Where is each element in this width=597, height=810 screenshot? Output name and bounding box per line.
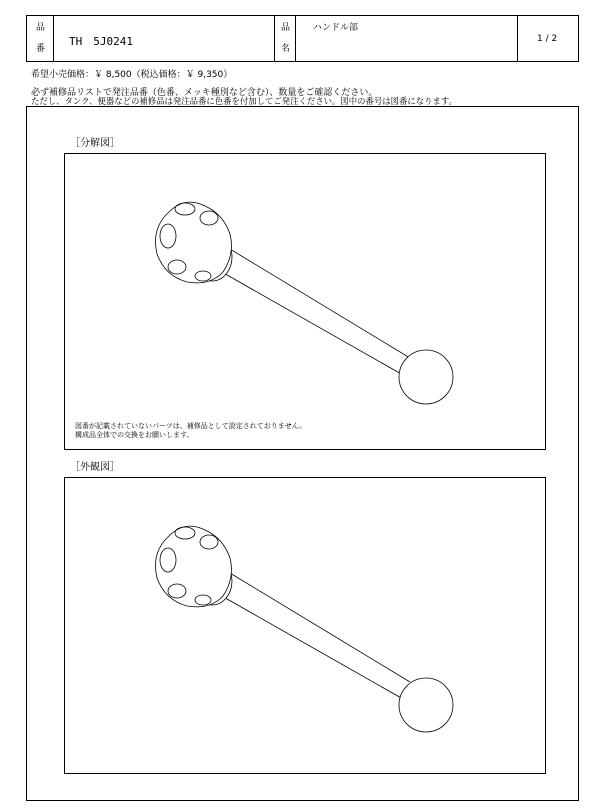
divider [517, 16, 518, 61]
exterior-view-title: ［外観図］ [70, 462, 120, 473]
exterior-view-panel [64, 477, 546, 774]
divider [274, 16, 275, 61]
part-number: TH 5J0241 [69, 35, 133, 48]
note-text: 図番が記載されていないパーツは、補修品として設定されておりません。 [75, 422, 307, 430]
divider [295, 16, 296, 61]
handle-drawing [65, 154, 547, 451]
part-no-label: 番 [36, 44, 46, 54]
note-text: 構成品全体での交換をお願いします。 [75, 431, 194, 439]
product-name-label: 品 [281, 23, 291, 33]
divider [53, 16, 54, 61]
notice-text: ただし、タンク、便器などの補修品は発注品番に色番を付加してご発注ください。図中の番号は図番になります。 [31, 96, 457, 106]
handle-drawing [65, 478, 547, 775]
product-name-label: 名 [281, 44, 291, 54]
product-name: ハンドル部 [313, 23, 359, 33]
price-text: 希望小売価格：￥ 8,500（税込価格：￥ 9,350） [31, 70, 233, 80]
header-table [26, 15, 579, 62]
part-no-label: 品 [36, 23, 46, 33]
page-number: 1 / 2 [537, 34, 558, 44]
exploded-view-title: ［分解図］ [70, 138, 120, 149]
notice-text: 必ず補修品リストで発注品番（色番、メッキ種別など含む）、数量をご確認ください。 [31, 88, 378, 98]
exploded-view-panel [64, 153, 546, 450]
